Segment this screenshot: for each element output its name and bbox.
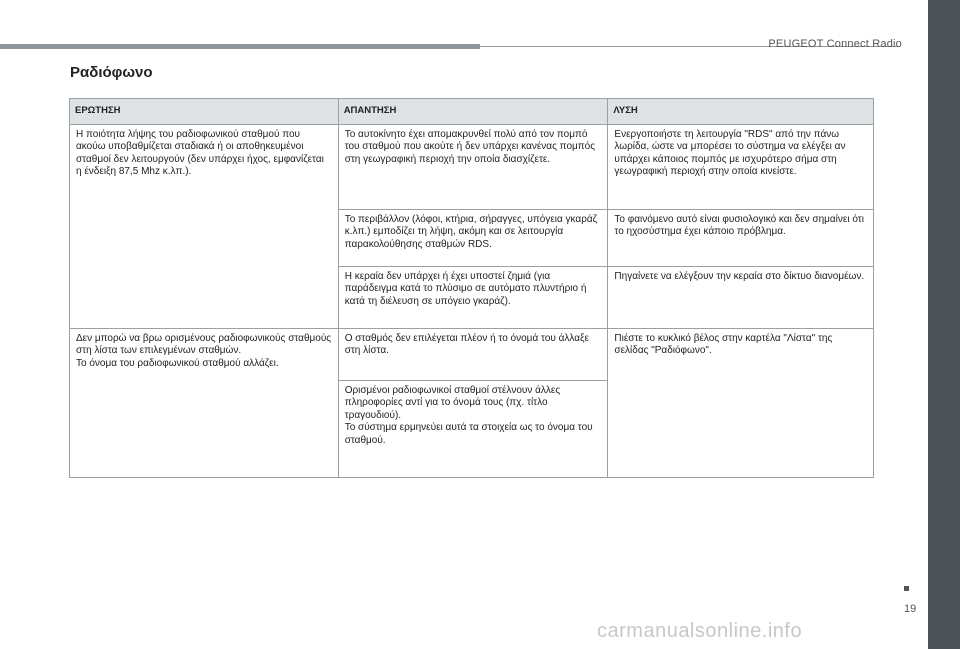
header-solution: ΛΥΣΗ <box>608 99 874 125</box>
answer-cell: Το περιβάλλον (λόφοι, κτήρια, σήραγγες, υπόγεια γκαράζ κ.λπ.) εμποδίζει τη λήψη, ακόμη και σε λειτουργία παρακολούθησης σταθμών RDS. <box>338 209 608 266</box>
page-marker <box>904 586 909 591</box>
document-header-title: PEUGEOT Connect Radio <box>768 38 902 50</box>
solution-cell: Ενεργοποιήστε τη λειτουργία "RDS" από την πάνω λωρίδα, ώστε να μπορέσει το σύστημα να ελέγξει αν υπάρχει κάποιος πομπός με ισχυρότερο σήμα στη γεωγραφική περιοχή στην οποία κινείστε. <box>608 124 874 209</box>
table-row <box>70 124 874 209</box>
section-title: Ραδιόφωνο <box>70 64 153 81</box>
watermark: carmanualsonline.info <box>597 620 803 642</box>
header-rule <box>0 44 480 49</box>
solution-cell: Το φαινόμενο αυτό είναι φυσιολογικό και δεν σημαίνει ότι το ηχοσύστημα έχει κάποιο πρόβλημα. <box>608 209 874 266</box>
solution-cell: Πηγαίνετε να ελέγξουν την κεραία στο δίκτυο διανομέων. <box>608 266 874 328</box>
solution-cell: Πιέστε το κυκλικό βέλος στην καρτέλα "Λίστα" της σελίδας "Ραδιόφωνο". <box>608 328 874 477</box>
header-answer: ΑΠΑΝΤΗΣΗ <box>338 99 608 125</box>
troubleshooting-table <box>69 98 874 478</box>
question-cell: Δεν μπορώ να βρω ορισμένους ραδιοφωνικούς σταθμούς στη λίστα των επιλεγμένων σταθμών. Το όνομα του ραδιοφωνικού σταθμού αλλάζει. <box>70 328 339 477</box>
answer-cell: Ορισμένοι ραδιοφωνικοί σταθμοί στέλνουν άλλες πληροφορίες αντί για το όνομά τους (πχ. τίτλο τραγουδιού). Το σύστημα ερμηνεύει αυτά τα στοιχεία ως το όνομα του σταθμού. <box>338 380 608 477</box>
header-question: ΕΡΩΤΗΣΗ <box>70 99 339 125</box>
table-header-row <box>70 99 874 125</box>
page-number: 19 <box>904 603 917 615</box>
answer-cell: Η κεραία δεν υπάρχει ή έχει υποστεί ζημιά (για παράδειγμα κατά το πλύσιμο σε αυτόματο πλυντήριο ή κατά τη διέλευση σε υπόγειο γκαράζ). <box>338 266 608 328</box>
answer-cell: Το αυτοκίνητο έχει απομακρυνθεί πολύ από τον πομπό του σταθμού που ακούτε ή δεν υπάρχει κανένας πομπός στη γεωγραφική περιοχή την οποία διασχίζετε. <box>338 124 608 209</box>
answer-cell: Ο σταθμός δεν επιλέγεται πλέον ή το όνομά του άλλαξε στη λίστα. <box>338 328 608 380</box>
table-row <box>70 328 874 380</box>
question-cell: Η ποιότητα λήψης του ραδιοφωνικού σταθμού που ακούω υποβαθμίζεται σταδιακά ή οι αποθηκευμένοι σταθμοί δεν λειτουργούν (δεν υπάρχει ήχος, εμφανίζεται η ένδειξη 87,5 Mhz κ.λπ.). <box>70 124 339 328</box>
side-color-bar <box>928 0 960 649</box>
